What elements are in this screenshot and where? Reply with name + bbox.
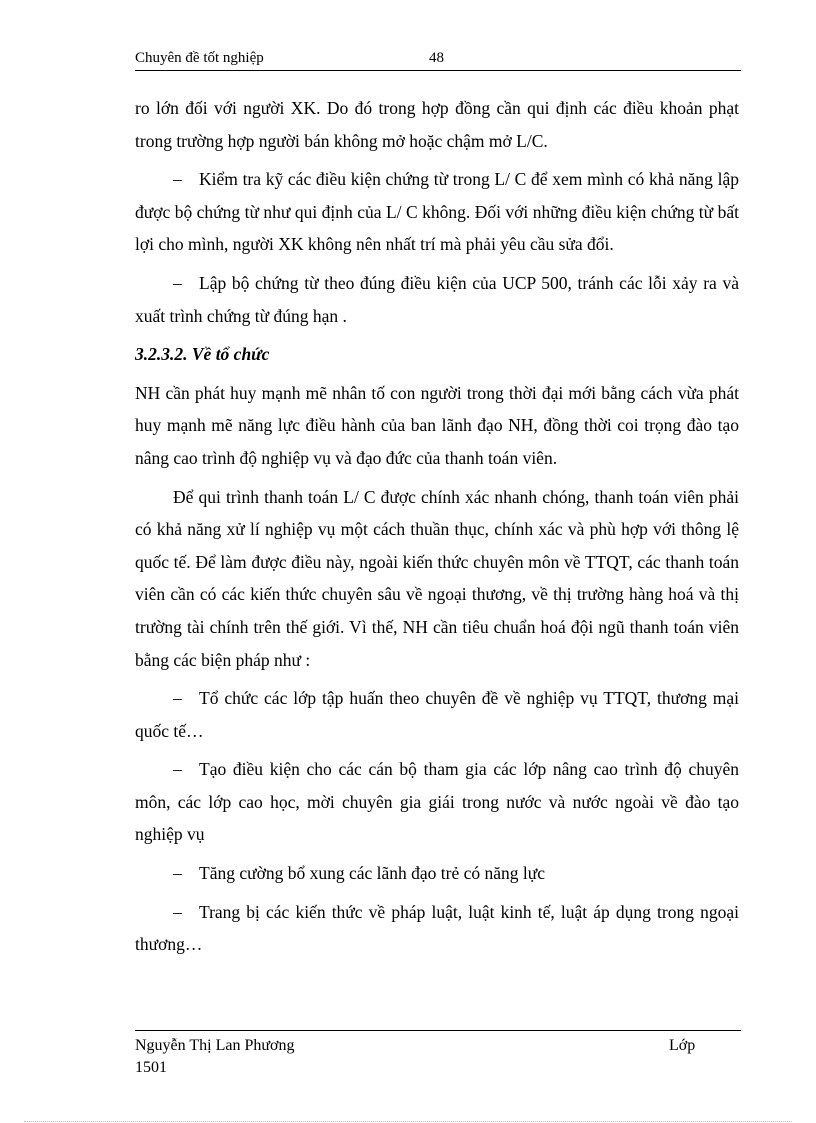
dash-marker: – (173, 901, 182, 922)
dash-marker: – (173, 688, 182, 709)
bullet-item (135, 753, 739, 851)
section-heading: 3.2.3.2. Về tổ chức (135, 344, 270, 365)
bullet-text: Tổ chức các lớp tập huấn theo chuyên đề về nghiệp vụ TTQT, thương mại quốc tế… (135, 688, 739, 741)
bullet-text: Tạo điều kiện cho các cán bộ tham gia các lớp nâng cao trình độ chuyên môn, các lớp cao học, mời chuyên gia giái trong nước và nước ngoài về đào tạo nghiệp vụ (135, 759, 739, 845)
class-number: 1501 (135, 1059, 167, 1076)
page-edge-divider (24, 1121, 792, 1122)
bullet-item (135, 896, 739, 961)
dash-marker: – (173, 272, 182, 293)
page-number: 48 (429, 50, 444, 66)
page-header (135, 48, 741, 71)
bullet-item (135, 682, 739, 747)
page-footer (135, 1030, 741, 1076)
paragraph: ro lớn đối với người XK. Do đó trong hợp đồng cần qui định các điều khoản phạt trong trường hợp người bán không mở hoặc chậm mở L/C. (135, 98, 739, 151)
bullet-item (135, 163, 739, 261)
dash-marker: – (173, 169, 182, 190)
bullet-text: Lập bộ chứng từ theo đúng điều kiện của UCP 500, tránh các lỗi xảy ra và xuất trình chứng từ đúng hạn . (135, 272, 739, 326)
bullet-item (135, 857, 739, 890)
bullet-item (135, 267, 739, 332)
bullet-text: Kiểm tra kỹ các điều kiện chứng từ trong L/ C để xem mình có khả năng lập được bộ chứng từ như qui định của L/ C không. Đối với những điều kiện chứng từ bất lợi cho mình, người XK không nên nhất trí mà phải yêu cầu sửa đổi. (135, 169, 739, 255)
document-body (135, 92, 739, 967)
paragraph: Để qui trình thanh toán L/ C được chính xác nhanh chóng, thanh toán viên phải có khả năng xử lí nghiệp vụ một cách thuần thục, chính xác và phù hợp với thông lệ quốc tế. Để làm được điều này, ngoài kiến thức chuyên môn về TTQT, các thanh toán viên cần có các kiến thức chuyên sâu về ngoại thương, về thị trường hàng hoá và thị trường tài chính trên thế giới. Vì thế, NH cần tiêu chuẩn hoá đội ngũ thanh toán viên bằng các biện pháp như : (135, 486, 739, 670)
dash-marker: – (173, 863, 182, 884)
bullet-text: Trang bị các kiến thức về pháp luật, luật kinh tế, luật áp dụng trong ngoại thương… (135, 901, 739, 955)
paragraph: NH cần phát huy mạnh mẽ nhân tố con người trong thời đại mới bằng cách vừa phát huy mạnh mẽ năng lực điều hành của ban lãnh đạo NH, đồng thời coi trọng đào tạo nâng cao trình độ nghiệp vụ và đạo đức của thanh toán viên. (135, 382, 739, 468)
header-title: Chuyên đề tốt nghiệp (135, 50, 264, 66)
class-label: Lớp (669, 1037, 696, 1054)
author-name: Nguyễn Thị Lan Phương (135, 1037, 295, 1054)
dash-marker: – (173, 759, 182, 780)
bullet-text: Tăng cường bổ xung các lãnh đạo trẻ có năng lực (199, 863, 546, 884)
